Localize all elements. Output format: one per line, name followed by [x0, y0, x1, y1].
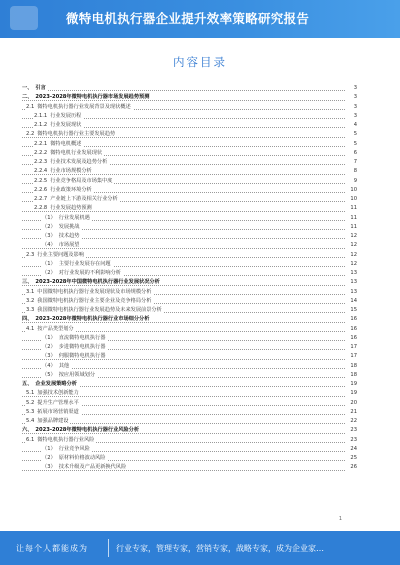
toc-entry-label: 2023-2028年微特电机执行器行业市场细分分析: [35, 316, 150, 323]
toc-entry-text: [26, 390, 81, 396]
toc-entry-number: （4）: [42, 242, 56, 249]
toc-entry-page: 9: [352, 177, 357, 186]
toc-entry[interactable]: [22, 167, 357, 176]
toc-entry[interactable]: [22, 380, 357, 389]
toc-entry-label: 行业技术发展及趋势分析: [50, 159, 108, 165]
toc-entry-number: 2.2.2: [34, 149, 48, 156]
toc-entry-number: 3.1: [26, 288, 35, 295]
toc-entry-page: 3: [352, 112, 357, 121]
toc-entry-label: 我国微特电机执行器行业发展趋势及未来发展前景分析: [37, 307, 162, 313]
toc-entry-number: 6.1: [26, 436, 35, 443]
toc-entry-label: 微特电机执行器行业发展背景及现状概述: [37, 103, 131, 110]
toc-entry-page: 18: [348, 362, 357, 371]
footer-banner: [0, 531, 400, 565]
toc-entry-page: 21: [348, 408, 357, 417]
toc-entry-page: 26: [348, 463, 357, 472]
toc-entry-number: 2.2.6: [34, 186, 48, 193]
toc-entry-number: 2.1.1: [34, 112, 48, 119]
toc-entry-page: 19: [348, 389, 357, 398]
toc-entry[interactable]: [22, 103, 357, 112]
toc-entry-label: 按应用领域划分: [58, 371, 96, 378]
toc-entry-text: [42, 464, 128, 470]
toc-entry-label: 行业发展历程: [50, 112, 82, 119]
toc-entry-number: （1）: [42, 445, 56, 452]
toc-entry[interactable]: [22, 149, 357, 158]
toc-entry-label: 行业主要问题及影响: [37, 251, 84, 258]
toc-entry-number: 三、: [22, 279, 33, 286]
toc-entry-text: [42, 224, 81, 230]
toc-entry[interactable]: [22, 399, 357, 408]
toc-entry-page: 15: [348, 306, 357, 315]
toc-entry-text: [34, 178, 114, 184]
toc-entry-label: 行业发展机遇: [58, 214, 90, 221]
toc-entry-label: 市场展望: [58, 242, 80, 249]
toc-entry[interactable]: [22, 408, 357, 417]
toc-entry[interactable]: [22, 389, 357, 398]
toc-entry[interactable]: [22, 195, 357, 204]
toc-entry[interactable]: [22, 112, 357, 121]
toc-entry-page: 12: [348, 232, 357, 241]
toc-entry-page: 17: [348, 343, 357, 352]
toc-entry-number: 2.2.8: [34, 205, 48, 212]
toc-entry-text: [34, 113, 83, 119]
toc-entry-number: 五、: [22, 381, 33, 387]
toc-entry[interactable]: [22, 334, 357, 343]
toc-entry[interactable]: [22, 362, 357, 371]
toc-entry-number: 2.2.4: [34, 168, 48, 175]
toc-entry-page: 24: [348, 445, 357, 454]
toc-entry-text: [22, 381, 79, 387]
toc-entry-number: 一、: [22, 85, 33, 91]
toc-entry-page: 23: [348, 426, 357, 435]
toc-entry-page: 18: [348, 371, 357, 380]
toc-entry[interactable]: [22, 214, 357, 223]
toc-entry-page: 14: [348, 297, 357, 306]
toc-entry-label: 对行业发展的不利影响分析: [58, 270, 121, 276]
toc-entry[interactable]: [22, 269, 357, 278]
toc-entry-text: [42, 335, 107, 341]
toc-entry-number: （5）: [42, 371, 56, 378]
toc-entry-text: [42, 261, 113, 267]
toc-entry-text: [42, 344, 107, 350]
toc-entry-label: 技术趋势: [58, 233, 80, 239]
toc-entry-text: [26, 418, 70, 424]
toc-entry-page: 12: [348, 241, 357, 250]
toc-entry-label: 发展挑战: [58, 223, 80, 230]
toc-entry[interactable]: [22, 463, 357, 472]
toc-entry-page: 20: [348, 399, 357, 408]
toc-entry-number: （1）: [42, 334, 56, 341]
toc-entry-text: [22, 427, 141, 433]
toc-entry-number: 4.1: [26, 325, 35, 332]
toc-entry-label: 直流微特电机执行器: [58, 334, 106, 341]
toc-entry-number: 3.3: [26, 307, 35, 313]
toc-entry-text: [42, 446, 92, 452]
toc-entry-label: 我国微特电机执行器行业主要企业及竞争格局分析: [37, 297, 152, 304]
toc-entry-number: （3）: [42, 233, 56, 239]
toc-entry[interactable]: [22, 278, 357, 287]
toc-entry-text: [26, 437, 96, 443]
toc-entry-number: （3）: [42, 353, 56, 360]
toc-entry[interactable]: [22, 241, 357, 250]
logo-icon: [10, 6, 38, 30]
toc-entry-number: （1）: [42, 260, 56, 267]
toc-entry-text: [42, 270, 123, 276]
toc-entry-number: 2.2.7: [34, 196, 48, 202]
toc-entry-text: [34, 187, 94, 193]
toc-entry[interactable]: [22, 352, 357, 361]
toc-entry-page: 12: [348, 251, 357, 260]
toc-entry-number: 2.1.2: [34, 122, 48, 128]
toc-entry-number: 2.2.1: [34, 140, 48, 147]
toc-entry-label: 行业竞争格局及市场集中度: [50, 177, 113, 184]
toc-entry[interactable]: [22, 84, 357, 93]
toc-entry[interactable]: [22, 260, 357, 269]
toc-entry-page: 11: [348, 223, 357, 232]
toc-entry-number: （3）: [42, 464, 56, 471]
toc-entry[interactable]: [22, 454, 357, 463]
toc-entry[interactable]: [22, 140, 357, 149]
toc-entry-text: [42, 242, 81, 248]
toc-entry-label: 加强技术创新能力: [37, 390, 79, 397]
toc-title: 内容目录: [173, 55, 227, 69]
toc-entry[interactable]: [22, 288, 357, 297]
toc-entry-label: 2023-2028年微特电机执行器行业风险分析: [35, 427, 140, 434]
toc-leader-dots: [22, 423, 345, 424]
toc-entry-label: 伺服微特电机执行器: [58, 353, 106, 360]
toc-entry-label: 行业发展趋势预测: [50, 205, 92, 212]
toc-entry-label: 原材料价格波动风险: [58, 455, 106, 461]
toc-entry-number: 2.2.5: [34, 177, 48, 184]
toc-entry-page: 17: [348, 352, 357, 361]
toc-entry-page: 3: [352, 103, 357, 112]
toc-entry-number: 3.2: [26, 297, 35, 304]
toc-entry-label: 2023-2028年中国微特电机执行器行业发展状况分析: [35, 279, 160, 286]
toc-entry-page: 23: [348, 436, 357, 445]
toc-entry[interactable]: [22, 158, 357, 167]
toc-entry-page: 4: [352, 121, 357, 130]
toc-entry-text: [34, 196, 120, 202]
toc-entry-text: [22, 85, 48, 91]
toc-entry[interactable]: [22, 232, 357, 241]
toc-entry-text: [34, 159, 109, 165]
toc-entry-number: （2）: [42, 455, 56, 461]
toc-entry-number: 5.2: [26, 399, 35, 406]
toc-entry[interactable]: [22, 297, 357, 306]
toc-entry[interactable]: [22, 121, 357, 130]
toc-entry-page: 12: [348, 260, 357, 269]
toc-entry-text: [26, 400, 81, 406]
toc-entry-label: 企业发展策略分析: [35, 381, 77, 387]
page-number: 1: [338, 516, 342, 522]
toc-entry-text: [42, 363, 71, 369]
report-header: [0, 0, 400, 38]
toc-entry-text: [26, 409, 81, 415]
toc-entry-number: （4）: [42, 362, 56, 369]
toc-entry-page: 16: [348, 334, 357, 343]
toc-entry[interactable]: [22, 436, 357, 445]
toc-entry-text: [26, 104, 133, 110]
toc-entry-text: [22, 94, 151, 100]
toc-entry-label: 拓展市场营销渠道: [37, 408, 79, 415]
toc-entry[interactable]: [22, 223, 357, 232]
toc-entry-label: 微特电机行业发展现状: [50, 149, 103, 156]
toc-entry-page: 3: [352, 93, 357, 102]
toc-entry-label: 技术升级及产品更新换代风险: [58, 464, 127, 471]
toc-entry-label: 引言: [35, 85, 46, 91]
toc-entry-label: 微特电机执行器行业主要发展趋势: [37, 131, 116, 138]
toc-entry-page: 13: [348, 278, 357, 287]
toc-entry-number: （1）: [42, 214, 56, 221]
toc-entry-text: [42, 455, 107, 461]
toc-entry-number: （2）: [42, 344, 56, 350]
toc-entry-number: 四、: [22, 316, 33, 323]
footer-slogan: 让每个人都能成为: [16, 544, 88, 553]
toc-entry-text: [42, 353, 107, 359]
toc-entry-text: [26, 289, 153, 295]
toc-entry-page: 13: [348, 269, 357, 278]
toc-leader-dots: [22, 90, 345, 91]
toc-entry-number: 5.4: [26, 418, 35, 424]
toc-entry-label: 行业市场规模分析: [50, 168, 92, 175]
toc-entry-number: 2.3: [26, 251, 35, 258]
toc-entry-number: 5.3: [26, 408, 35, 415]
toc-entry[interactable]: [22, 371, 357, 380]
toc-entry-page: 6: [352, 149, 357, 158]
toc-entry[interactable]: [22, 306, 357, 315]
toc-entry-label: 中国微特电机执行器行业发展现状及市场规模分析: [37, 288, 152, 295]
toc-entry[interactable]: [22, 343, 357, 352]
toc-entry-text: [22, 279, 162, 285]
toc-entry[interactable]: [22, 186, 357, 195]
toc-entry-number: 2.2.3: [34, 159, 48, 165]
toc-entry-text: [34, 150, 104, 156]
toc-entry-text: [42, 233, 81, 239]
toc-entry[interactable]: [22, 177, 357, 186]
toc-entry-page: 7: [352, 158, 357, 167]
toc-entry-label: 主要行业发展存在问题: [58, 260, 111, 267]
toc-entry-text: [34, 168, 94, 174]
toc-entry-page: 10: [348, 186, 357, 195]
toc-entry-page: 19: [348, 380, 357, 389]
toc-entry-page: 25: [348, 454, 357, 463]
toc-entry-label: 微特电机概述: [50, 140, 82, 147]
toc-entry-text: [34, 122, 83, 128]
toc-entry-text: [26, 326, 76, 332]
toc-entry-number: （2）: [42, 270, 56, 276]
toc-entry-text: [26, 298, 153, 304]
toc-entry[interactable]: [22, 204, 357, 213]
toc-entry-number: 2.1: [26, 103, 35, 110]
report-title: 微特电机执行器企业提升效率策略研究报告: [66, 11, 310, 26]
toc-entry-label: 行业发展现状: [50, 122, 82, 128]
toc-entry[interactable]: [22, 130, 357, 139]
toc-entry-page: 11: [348, 204, 357, 213]
toc-entry-page: 16: [348, 315, 357, 324]
toc-entry-text: [42, 372, 97, 378]
toc-entry-label: 加强品牌建设: [37, 418, 69, 424]
toc-entry[interactable]: [22, 445, 357, 454]
toc-entry[interactable]: [22, 325, 357, 334]
toc-entry-text: [22, 316, 151, 322]
toc-entry[interactable]: [22, 417, 357, 426]
toc-entry-page: 5: [352, 130, 357, 139]
toc-entry-text: [26, 131, 117, 137]
toc-entry-page: 16: [348, 325, 357, 334]
toc-entry-label: 2023-2028年微特电机执行器市场发展趋势预测: [35, 94, 150, 101]
table-of-contents: [22, 84, 357, 473]
toc-entry-label: 提升生产管理水平: [37, 399, 79, 406]
toc-entry-label: 行业竞争风险: [58, 445, 90, 452]
toc-entry[interactable]: [22, 251, 357, 260]
toc-entry-text: [34, 205, 94, 211]
toc-entry-number: （2）: [42, 223, 56, 230]
toc-entry-page: 22: [348, 417, 357, 426]
toc-entry-number: 六、: [22, 427, 33, 434]
toc-entry-page: 5: [352, 140, 357, 149]
footer-tagline: 行业专家，管理专家，营销专家，战略专家，成为企业家…: [116, 544, 324, 553]
toc-entry-label: 按产品类型划分: [37, 325, 74, 332]
toc-entry-text: [42, 215, 92, 221]
toc-entry-label: 行业政策环境分析: [50, 186, 92, 193]
toc-entry-label: 其他: [58, 362, 70, 369]
toc-entry-number: 5.1: [26, 390, 35, 397]
toc-entry-label: 产业链上下游及相关行业分析: [50, 196, 118, 202]
toc-entry-page: 13: [348, 288, 357, 297]
toc-entry-page: 10: [348, 195, 357, 204]
footer-divider: [108, 539, 109, 557]
toc-entry-page: 11: [348, 214, 357, 223]
toc-entry[interactable]: [22, 315, 357, 324]
toc-entry-label: 微特电机执行器行业风险: [37, 436, 95, 443]
toc-entry[interactable]: [22, 93, 357, 102]
toc-entry-text: [26, 252, 86, 258]
toc-entry-text: [26, 307, 164, 313]
toc-entry-number: 二、: [22, 94, 33, 101]
toc-entry-page: 3: [352, 84, 357, 93]
toc-entry-label: 步进微特电机执行器: [58, 344, 106, 350]
toc-entry[interactable]: [22, 426, 357, 435]
toc-entry-page: 8: [352, 167, 357, 176]
toc-entry-number: 2.2: [26, 131, 35, 138]
toc-entry-text: [34, 141, 83, 147]
